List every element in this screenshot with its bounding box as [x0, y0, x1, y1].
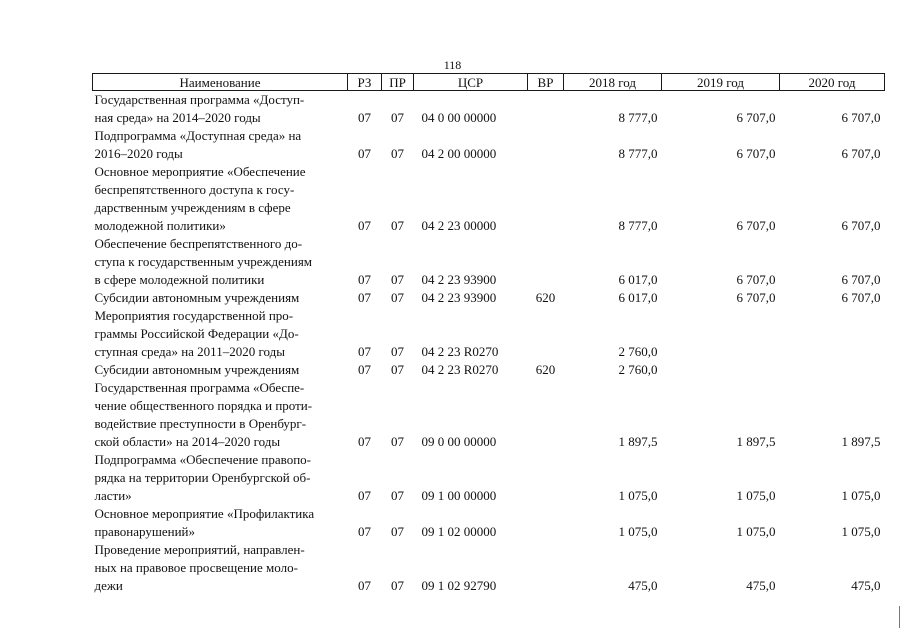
- table-row: [93, 451, 885, 505]
- cell-csr: 04 2 23 R0270: [421, 344, 499, 359]
- table-row: [93, 541, 885, 595]
- cell-vr: [528, 505, 564, 541]
- cell-name: [93, 307, 348, 361]
- cell-2018: 1 075,0: [618, 488, 658, 503]
- cell-vr: 620: [535, 362, 556, 377]
- name-line: Мероприятия государственной про-: [94, 308, 294, 323]
- cell-rz: 07: [358, 488, 371, 503]
- header-name: Наименование: [93, 74, 348, 91]
- cell-pr: 07: [391, 146, 404, 161]
- name-line: правонарушений»: [94, 524, 195, 539]
- cell-name: [93, 91, 348, 128]
- name-line: ступная среда» на 2011–2020 годы: [94, 344, 285, 359]
- cell-rz: 07: [358, 434, 371, 449]
- cell-2019: 1 897,5: [736, 434, 776, 449]
- cell-name: [93, 127, 348, 163]
- cell-csr: 09 1 00 00000: [421, 488, 497, 503]
- cell-rz: 07: [358, 344, 371, 359]
- cell-rz: 07: [358, 218, 371, 233]
- name-line: Подпрограмма «Обеспечение правопо-: [94, 452, 311, 467]
- cell-2018: 6 017,0: [618, 290, 658, 305]
- table-row: [93, 91, 885, 128]
- cell-2018: 475,0: [628, 578, 658, 593]
- cell-2020: 6 707,0: [841, 218, 881, 233]
- name-line: рядка на территории Оренбургской об-: [94, 470, 311, 485]
- cell-pr: 07: [391, 290, 404, 305]
- table-row: [93, 307, 885, 361]
- cell-2019: 6 707,0: [736, 218, 776, 233]
- cell-2018: 6 017,0: [618, 272, 658, 287]
- header-csr: ЦСР: [414, 74, 528, 91]
- cell-2020: 6 707,0: [841, 146, 881, 161]
- name-line: ступа к государственным учреждениям: [94, 254, 313, 269]
- name-line: дарственным учреждениям в сфере: [94, 200, 291, 215]
- name-line: чение общественного порядка и проти-: [94, 398, 313, 413]
- name-line: Обеспечение беспрепятственного до-: [94, 236, 303, 251]
- cell-2018: 2 760,0: [618, 344, 658, 359]
- table-row: [93, 163, 885, 235]
- cell-csr: 04 2 23 R0270: [421, 362, 499, 377]
- table-row: [93, 505, 885, 541]
- cell-vr: [528, 163, 564, 235]
- name-line: Государственная программа «Доступ-: [94, 92, 305, 107]
- name-line: беспрепятственного доступа к госу-: [94, 182, 295, 197]
- cell-csr: 09 1 02 00000: [421, 524, 497, 539]
- table-body: [93, 91, 885, 596]
- cell-vr: [528, 307, 564, 361]
- cell-vr: [528, 379, 564, 451]
- cell-2018: 1 075,0: [618, 524, 658, 539]
- cell-name: [93, 235, 348, 289]
- table-row: [93, 235, 885, 289]
- cell-pr: 07: [391, 434, 404, 449]
- cell-pr: 07: [391, 272, 404, 287]
- budget-table: [92, 73, 885, 595]
- cell-name: [93, 289, 348, 307]
- name-line: ная среда» на 2014–2020 годы: [94, 110, 261, 125]
- cell-rz: 07: [358, 524, 371, 539]
- cell-csr: 09 1 02 92790: [421, 578, 497, 593]
- cell-pr: 07: [391, 218, 404, 233]
- header-2018: 2018 год: [564, 74, 662, 91]
- cell-2020: 6 707,0: [841, 110, 881, 125]
- cell-pr: 07: [391, 488, 404, 503]
- cell-2020: 1 075,0: [841, 488, 881, 503]
- cell-pr: 07: [391, 362, 404, 377]
- cell-2020: 6 707,0: [841, 272, 881, 287]
- cell-2019: 475,0: [746, 578, 776, 593]
- cell-csr: 04 2 00 00000: [421, 146, 497, 161]
- table-header-row: [93, 74, 885, 91]
- name-line: молодежной политики»: [94, 218, 226, 233]
- table-row: [93, 289, 885, 307]
- name-line: Основное мероприятие «Профилактика: [94, 506, 315, 521]
- cell-pr: 07: [391, 344, 404, 359]
- cell-2018: 1 897,5: [618, 434, 658, 449]
- cell-csr: 09 0 00 00000: [421, 434, 497, 449]
- header-2019: 2019 год: [662, 74, 780, 91]
- header-2020: 2020 год: [780, 74, 885, 91]
- name-line: в сфере молодежной политики: [94, 272, 265, 287]
- cell-2020: 1 897,5: [841, 434, 881, 449]
- cell-2018: 8 777,0: [618, 110, 658, 125]
- name-line: Субсидии автономным учреждениям: [94, 362, 300, 377]
- table-row: [93, 379, 885, 451]
- header-pr: ПР: [382, 74, 414, 91]
- cell-name: [93, 505, 348, 541]
- name-line: дежи: [94, 578, 123, 593]
- name-line: Проведение мероприятий, направлен-: [94, 542, 305, 557]
- name-line: Основное мероприятие «Обеспечение: [94, 164, 306, 179]
- cell-csr: 04 2 23 93900: [421, 290, 497, 305]
- cell-pr: 07: [391, 110, 404, 125]
- scan-edge-mark: [899, 606, 900, 628]
- cell-vr: [528, 541, 564, 595]
- cell-name: [93, 163, 348, 235]
- page-number: 118: [443, 58, 462, 72]
- cell-name: [93, 541, 348, 595]
- cell-pr: 07: [391, 578, 404, 593]
- cell-rz: 07: [358, 110, 371, 125]
- cell-csr: 04 2 23 00000: [421, 218, 497, 233]
- cell-2019: 1 075,0: [736, 488, 776, 503]
- cell-2020: 1 075,0: [841, 524, 881, 539]
- cell-2019: 6 707,0: [736, 272, 776, 287]
- name-line: Государственная программа «Обеспе-: [94, 380, 305, 395]
- cell-rz: 07: [358, 290, 371, 305]
- cell-2019: 6 707,0: [736, 290, 776, 305]
- cell-2018: 8 777,0: [618, 146, 658, 161]
- cell-csr: 04 2 23 93900: [421, 272, 497, 287]
- name-line: граммы Российской Федерации «До-: [94, 326, 299, 341]
- cell-pr: 07: [391, 524, 404, 539]
- cell-2018: 2 760,0: [618, 362, 658, 377]
- cell-rz: 07: [358, 146, 371, 161]
- cell-name: [93, 451, 348, 505]
- cell-vr: [528, 451, 564, 505]
- cell-vr: 620: [535, 290, 556, 305]
- cell-2020: 475,0: [851, 578, 881, 593]
- cell-name: [93, 379, 348, 451]
- cell-rz: 07: [358, 362, 371, 377]
- cell-rz: 07: [358, 578, 371, 593]
- name-line: ской области» на 2014–2020 годы: [94, 434, 281, 449]
- cell-name: [93, 361, 348, 379]
- cell-2020: 6 707,0: [841, 290, 881, 305]
- cell-vr: [528, 235, 564, 289]
- name-line: ласти»: [94, 488, 132, 503]
- cell-2019: [662, 307, 780, 361]
- table-row: [93, 127, 885, 163]
- name-line: 2016–2020 годы: [94, 146, 183, 161]
- cell-2018: 8 777,0: [618, 218, 658, 233]
- name-line: ных на правовое просвещение моло-: [94, 560, 298, 575]
- name-line: Подпрограмма «Доступная среда» на: [94, 128, 302, 143]
- name-line: Субсидии автономным учреждениям: [94, 290, 300, 305]
- cell-vr: [528, 91, 564, 128]
- cell-vr: [528, 127, 564, 163]
- name-line: водействие преступности в Оренбург-: [94, 416, 307, 431]
- header-rz: РЗ: [348, 74, 382, 91]
- cell-csr: 04 0 00 00000: [421, 110, 497, 125]
- cell-2019: [662, 361, 780, 379]
- cell-2020: [780, 361, 885, 379]
- table-row: [93, 361, 885, 379]
- cell-2020: [780, 307, 885, 361]
- cell-rz: 07: [358, 272, 371, 287]
- cell-2019: 6 707,0: [736, 110, 776, 125]
- cell-2019: 1 075,0: [736, 524, 776, 539]
- header-vr: ВР: [528, 74, 564, 91]
- cell-2019: 6 707,0: [736, 146, 776, 161]
